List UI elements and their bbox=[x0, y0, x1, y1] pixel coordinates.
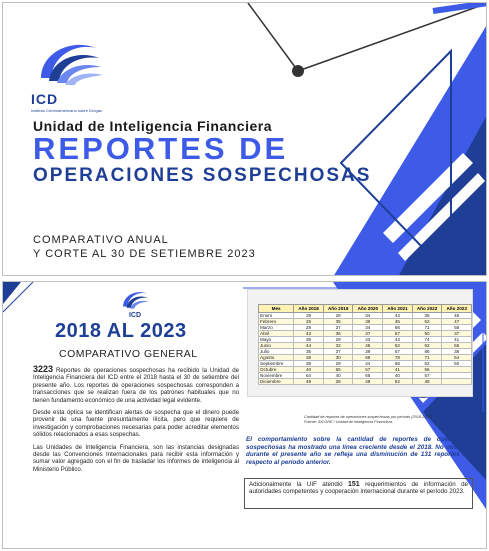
value-cell: 28 bbox=[323, 379, 353, 385]
value-cell: 41 bbox=[442, 337, 472, 343]
value-cell: 62 bbox=[412, 343, 442, 349]
cover-title-line1: REPORTES DE bbox=[33, 131, 289, 166]
month-cell: Abril bbox=[259, 331, 294, 337]
month-cell: Septiembre bbox=[259, 361, 294, 367]
requirements-box bbox=[244, 478, 473, 509]
value-cell: 35 bbox=[294, 349, 324, 355]
table-header-row bbox=[259, 305, 472, 313]
value-cell: 37 bbox=[353, 331, 383, 337]
summary-paragraph-2: Desde esta óptica se identifican alertas de sospecha que el dinero puede provenir de una fuente presuntamente ilícita, pero que requiere de investigación y comprobaciones necesarias para poder acreditar elementos sólidos relacionados a esas sospechas. bbox=[33, 409, 239, 439]
value-cell: 49 bbox=[294, 379, 324, 385]
table-header-cell: Mes bbox=[259, 305, 294, 313]
summary-paragraph-1 bbox=[33, 366, 239, 404]
logo-subtitle: Instituto Centroamericano sobre Drogas bbox=[31, 108, 102, 113]
cover-subtitle-line2: Y CORTE AL 30 DE SETIEMBRE 2023 bbox=[33, 248, 256, 260]
value-cell: 57 bbox=[383, 349, 413, 355]
value-cell: 50 bbox=[442, 361, 472, 367]
value-cell: 39 bbox=[294, 337, 324, 343]
value-cell: 65 bbox=[323, 367, 353, 373]
value-cell: 38 bbox=[294, 361, 324, 367]
month-cell: Febrero bbox=[259, 319, 294, 325]
value-cell: 57 bbox=[353, 367, 383, 373]
table-header-cell: Año 2022 bbox=[412, 305, 442, 313]
summary-slide bbox=[2, 281, 487, 549]
value-cell: 37 bbox=[323, 349, 353, 355]
icd-logo bbox=[31, 33, 106, 113]
value-cell: 53 bbox=[412, 319, 442, 325]
value-cell: 66 bbox=[353, 355, 383, 361]
value-cell: 40 bbox=[294, 367, 324, 373]
summary-subheading: COMPARATIVO GENERAL bbox=[59, 348, 198, 360]
total-reports: 3223 bbox=[33, 364, 54, 374]
value-cell: 38 bbox=[294, 355, 324, 361]
value-cell: 28 bbox=[323, 313, 353, 319]
value-cell: 64 bbox=[294, 373, 324, 379]
value-cell: 74 bbox=[412, 337, 442, 343]
value-cell: 57 bbox=[383, 331, 413, 337]
value-cell: 52 bbox=[383, 379, 413, 385]
month-cell: Octubre bbox=[259, 367, 294, 373]
value-cell: 29 bbox=[323, 337, 353, 343]
value-cell: 47 bbox=[442, 319, 472, 325]
value-cell: 35 bbox=[412, 313, 442, 319]
value-cell: 44 bbox=[294, 343, 324, 349]
reports-table-container bbox=[247, 289, 473, 424]
icd-swirl-icon bbox=[115, 287, 155, 313]
value-cell: 35 bbox=[323, 319, 353, 325]
table-header-cell: Año 2020 bbox=[353, 305, 383, 313]
value-cell: 34 bbox=[353, 325, 383, 331]
value-cell: 49 bbox=[412, 379, 442, 385]
month-cell: Diciembre bbox=[259, 379, 294, 385]
requirements-count: 151 bbox=[348, 481, 360, 488]
value-cell: 30 bbox=[323, 355, 353, 361]
table-header-cell: Año 2019 bbox=[323, 305, 353, 313]
logo-text: ICD bbox=[31, 91, 59, 107]
value-cell: 43 bbox=[294, 331, 324, 337]
value-cell: 38 bbox=[442, 349, 472, 355]
value-cell: 57 bbox=[412, 373, 442, 379]
value-cell: 44 bbox=[353, 361, 383, 367]
value-cell: 56 bbox=[412, 367, 442, 373]
logo-text: ICD bbox=[128, 312, 142, 319]
cover-title-line2: OPERACIONES SOSPECHOSAS bbox=[33, 165, 372, 186]
table-header-cell: Año 2018 bbox=[294, 305, 324, 313]
cover-subtitle-line1: COMPARATIVO ANUAL bbox=[33, 234, 169, 246]
value-cell: 36 bbox=[323, 331, 353, 337]
value-cell: 32 bbox=[323, 343, 353, 349]
value-cell: 71 bbox=[412, 355, 442, 361]
month-cell: Noviembre bbox=[259, 373, 294, 379]
value-cell: 44 bbox=[383, 337, 413, 343]
value-cell: 46 bbox=[442, 313, 472, 319]
summary-body bbox=[33, 366, 239, 478]
cover-slide bbox=[2, 2, 487, 276]
value-cell: 29 bbox=[323, 361, 353, 367]
value-cell: 52 bbox=[412, 361, 442, 367]
icd-swirl-icon bbox=[31, 33, 106, 93]
table-caption: Cantidad de reportes de operaciones sospechosas por período (2018-2023) bbox=[304, 415, 432, 419]
value-cell: 45 bbox=[383, 319, 413, 325]
month-cell: Mayo bbox=[259, 337, 294, 343]
month-cell: Agosto bbox=[259, 355, 294, 361]
value-cell: 28 bbox=[294, 325, 324, 331]
paragraph-1-text: Reportes de operaciones sospechosas ha recibido la Unidad de Inteligencia Financiera del ICD entre el 2018 hasta el 30 de setiembre del presente año. Los reportes de operaciones sospechosas corresponden a transacciones que se realizan fuera de los patrones habituales que no tienen fundamento económico de una actividad legal evidente. bbox=[33, 367, 239, 404]
value-cell: 50 bbox=[412, 331, 442, 337]
value-cell: 62 bbox=[383, 343, 413, 349]
value-cell: 44 bbox=[383, 313, 413, 319]
summary-heading: 2018 AL 2023 bbox=[55, 320, 187, 342]
value-cell: 43 bbox=[353, 337, 383, 343]
value-cell: 54 bbox=[442, 355, 472, 361]
value-cell: 41 bbox=[383, 367, 413, 373]
requirements-text-pre: Adicionalmente la UIF atendió bbox=[249, 481, 349, 488]
value-cell: 78 bbox=[383, 355, 413, 361]
value-cell: 26 bbox=[294, 319, 324, 325]
value-cell: 36 bbox=[353, 319, 383, 325]
value-cell bbox=[442, 379, 472, 385]
value-cell: 40 bbox=[323, 373, 353, 379]
table-header-cell: Año 2021 bbox=[383, 305, 413, 313]
summary-paragraph-3: Las Unidades de Inteligencia Financiera, son las instancias designadas desde las Convenciones Internacionales para recibir esta información y sumar valor agregado con el fin de trasladar los informes de inteligencia al Ministerio Público. bbox=[33, 443, 239, 473]
value-cell: 45 bbox=[353, 343, 383, 349]
value-cell: 86 bbox=[412, 349, 442, 355]
requirements-text-post: requerimientos de información de autoridades competentes y cooperación internacional durante el período 2023. bbox=[249, 481, 468, 496]
value-cell: 40 bbox=[383, 373, 413, 379]
table-source: Fuente: SICORE / Unidad de Inteligencia Financiera. bbox=[304, 420, 394, 424]
icd-logo-small bbox=[115, 287, 155, 321]
value-cell: 27 bbox=[323, 325, 353, 331]
month-cell: Enero bbox=[259, 313, 294, 319]
table-header-cell: Año 2023 bbox=[442, 305, 472, 313]
value-cell: 37 bbox=[442, 331, 472, 337]
reports-table bbox=[258, 304, 472, 385]
value-cell: 49 bbox=[353, 379, 383, 385]
value-cell: 71 bbox=[412, 325, 442, 331]
month-cell: Junio bbox=[259, 343, 294, 349]
value-cell: 66 bbox=[383, 361, 413, 367]
value-cell: 34 bbox=[353, 313, 383, 319]
value-cell: 56 bbox=[383, 325, 413, 331]
value-cell: 29 bbox=[294, 313, 324, 319]
table-row bbox=[259, 379, 472, 385]
value-cell: 39 bbox=[353, 349, 383, 355]
organization-name: Unidad de Inteligencia Financiera bbox=[33, 118, 272, 134]
trend-highlight: El comportamiento sobre la cantidad de reportes de operaciones sospechosas ha mostrado una línea creciente desde el 2018. No obstante, durante el presente año se refleja una disminución de 131 reportes con respecto al período anterior. bbox=[246, 436, 474, 466]
month-cell: Marzo bbox=[259, 325, 294, 331]
value-cell: 65 bbox=[353, 373, 383, 379]
value-cell: 58 bbox=[442, 325, 472, 331]
value-cell: 56 bbox=[442, 343, 472, 349]
month-cell: Julio bbox=[259, 349, 294, 355]
